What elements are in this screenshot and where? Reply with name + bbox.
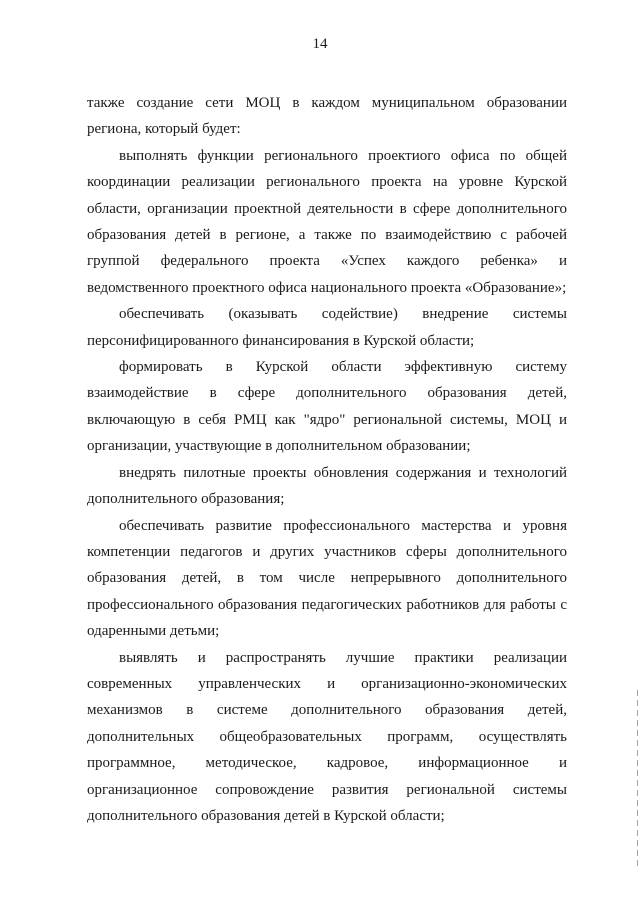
paragraph-professional-development: обеспечивать развитие профессионального мастерства и уровня компетенции педагогов и других участников сферы дополнительного образования детей, в том числе непрерывного дополнительного профессионального образования педагогических работников для работы с одаренными детьми;	[87, 517, 567, 640]
paragraph-interaction-system: формировать в Курской области эффективную систему взаимодействие в сфере дополнительного образования детей, включающую в себя РМЦ как "ядро" региональной системы, МОЦ и организации, участвующие в дополнительном образовании;	[87, 359, 567, 455]
paragraph-best-practices: выявлять и распространять лучшие практики реализации современных управленческих и организационно-экономических механизмов в системе дополнительного образования детей, дополнительных общеобразовательных программ, осуществлять программное, методическое, кадровое, информационное и организационное сопровождение развития региональной системы дополнительного образования детей в Курской области;	[87, 649, 567, 824]
scan-edge-mark	[637, 690, 638, 870]
document-body	[87, 90, 567, 829]
paragraph-intro: также создание сети МОЦ в каждом муниципальном образовании региона, который будет:	[87, 95, 567, 138]
paragraph-personified-financing: обеспечивать (оказывать содействие) внедрение системы персонифицированного финансирования в Курской области;	[87, 306, 567, 349]
paragraph-project-office: выполнять функции регионального проектиого офиса по общей координации реализации регионального проекта на уровне Курской области, организации проектной деятельности в сфере дополнительного образования детей в регионе, а также по взаимодействию с рабочей группой федерального проекта «Успех каждого ребенка» и ведомственного проектного офиса национального проекта «Образование»;	[87, 147, 567, 296]
page-number: 14	[312, 36, 328, 52]
paragraph-pilot-projects: внедрять пилотные проекты обновления содержания и технологий дополнительного образования;	[87, 464, 567, 508]
